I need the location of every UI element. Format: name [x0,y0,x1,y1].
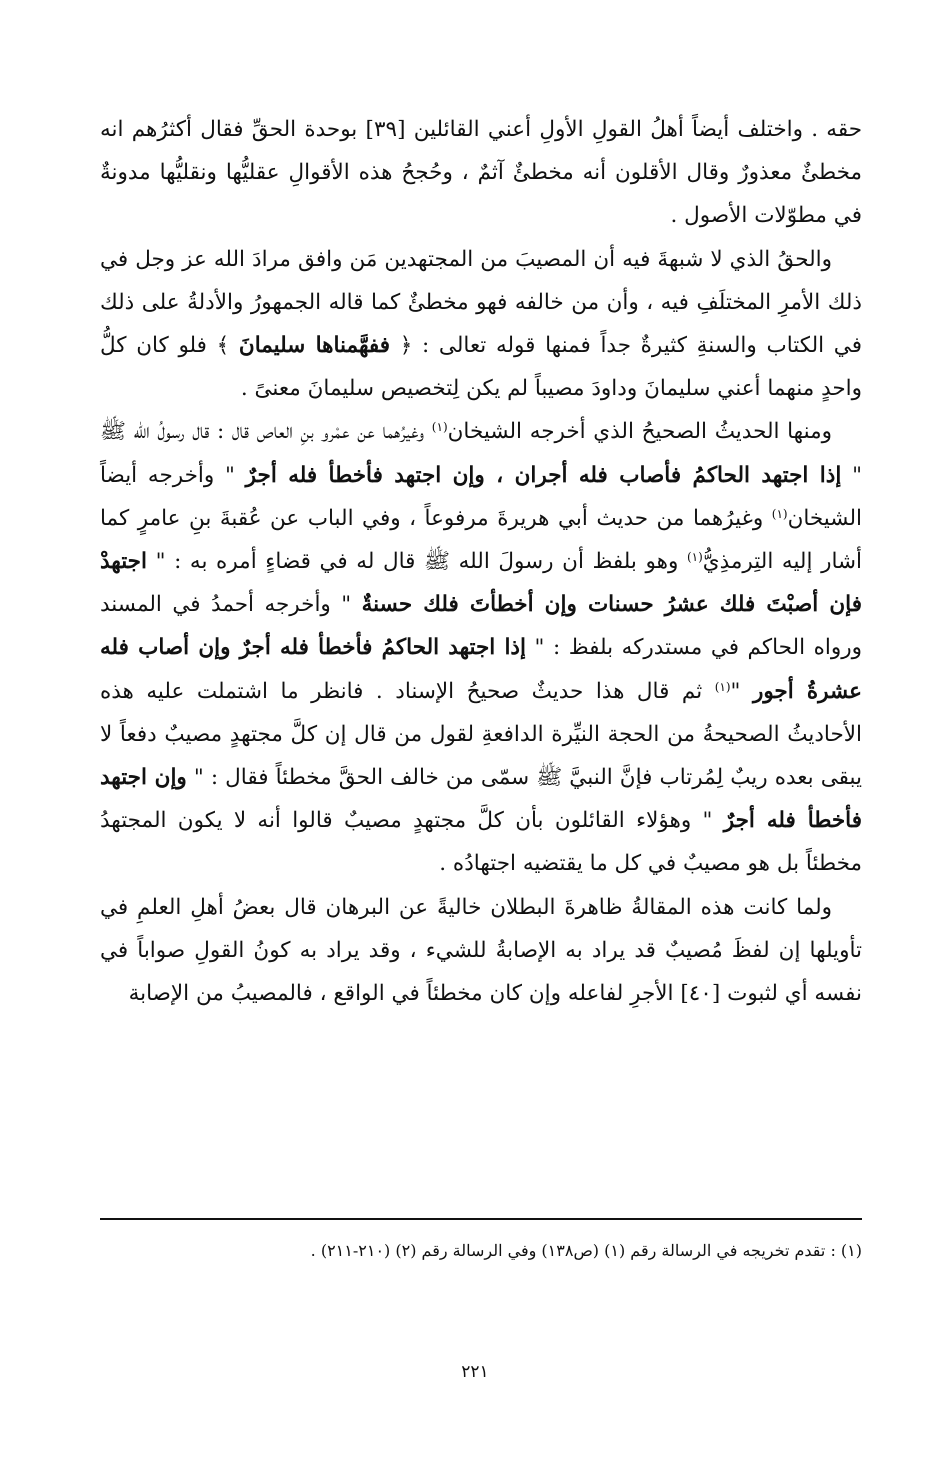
text-run: ومنها الحديثُ الصحيحُ الذي أخرجه الشيخان [447,419,832,445]
main-text [100,108,862,1015]
text-run: والحقُ الذي لا شبهةَ فيه أن المصيبَ من المجتهدين مَن وافق مرادَ الله عز وجل في ذلك الأمرِ المختلَفِ فيه ، وأن من خالفه فهو مخطئٌ كما قاله الجمهورُ والأدلةُ على ذلك في الكتاب والسنةِ كثيرةٌ جداً فمنها قوله تعالى : ﴿ [100,246,863,359]
quoted-text: وإن اجتهد فأخطأ فله أجرٌ [100,765,862,834]
footnote-marker: (١) [714,679,731,694]
paragraph [100,238,862,411]
text-run: وغيرُهما من حديث أبي هريرةَ مرفوعاً ، وفي الباب عن عُقبةَ بنِ عامرٍ كما أشار إليه التِرمذِيُّ [100,505,862,575]
quoted-text: ففهَّمناها سليمانَ [238,333,391,359]
paragraph [100,108,862,238]
paragraph [100,410,862,885]
footnote-divider [100,1218,862,1220]
text-run: " وهؤلاء القائلون بأن كلَّ مجتهدٍ مصيبٌ قالوا أنه لا يكون المجتهدُ مخطئاً بل هو مصيبٌ في كل ما يقتضيه اجتهادُه . [100,808,862,877]
quoted-text: إذا اجتهد الحاكمُ فأصاب فله أجران ، وإن اجتهد فأخطأ فله أجرٌ [245,462,842,488]
footnote-marker: (١) [686,550,703,565]
text-run: ثم قال هذا حديثٌ صحيحُ الإسناد . فانظر ما اشتملت عليه هذه الأحاديثُ الصحيحةُ من الحجة النيِّرة الدافعةِ لقول من قال إن كلَّ مجتهدٍ مصيبٌ دفعاً لا يبقى بعده ريبٌ لِمُرتاب فإنَّ النبيَّ ﷺ سمّى من خالف الحقَّ مخطئاً فقال : " [100,678,862,791]
quoted-text: اجتهدْ فإن أصبْتَ فلك عشرُ حسنات وإن أخطأتَ فلك حسنةٌ [100,549,862,618]
footnote: (١) : تقدم تخريجه في الرسالة رقم (١) (ص١٣٨) وفي الرسالة رقم (٢) (٢١٠-٢١١) . [310,1241,862,1260]
text-run: حقه . واختلف أيضاً أهلُ القولِ الأولِ أعني القائلين [٣٩] بوحدة الحقِّ فقال أكثرُهم انه مخطئٌ معذورٌ وقال الأقلون أنه مخطئٌ آثمٌ ، وحُجحُ هذه الأقوالِ عقليُّها ونقليُّها مدونةٌ في مطوّلات الأصول . [100,117,863,229]
text-run: وغيرُهما عن عمْرو بنِ العاص قال : قال رسولُ الله ﷺ " [100,419,862,488]
text-run: وهو بلفظ أن رسولَ الله ﷺ قال له في قضاءٍ أمره به : " [146,549,687,575]
text-run: " وأخرجه أحمدُ في المسند ورواه الحاكم في مستدركه بلفظ : " [100,592,862,661]
footnote-marker: (١) [771,506,788,521]
text-run: " وأخرجه أيضاً الشيخان [100,462,862,531]
footnote-marker: (١) [431,420,448,435]
page-number: ٢٢١ [461,1362,489,1382]
paragraph [100,886,862,1016]
text-run: " [730,678,753,704]
quoted-text: إذا اجتهد الحاكمُ فأخطأ فله أجرٌ وإن أصاب فله عشرةُ أجور [100,635,862,704]
text-run: ولما كانت هذه المقالةُ ظاهرةَ البطلان خاليةً عن البرهان قال بعضُ أهلِ العلمِ في تأويلها إن لفظَ مُصيبٌ قد يراد به الإصابةُ للشيء ، وقد يراد به كونُ القولِ صواباً في نفسه أي لثبوت [٤٠] الأجرِ لفاعله وإن كان مخطئاً في الواقع ، فالمصيبُ من الإصابة [100,894,862,1007]
text-run: ﴾ فلو كان كلُّ واحدٍ منهما أعني سليمانَ وداودَ مصيباً لم يكن لِتخصيص سليمانَ معنىً . [100,333,862,402]
